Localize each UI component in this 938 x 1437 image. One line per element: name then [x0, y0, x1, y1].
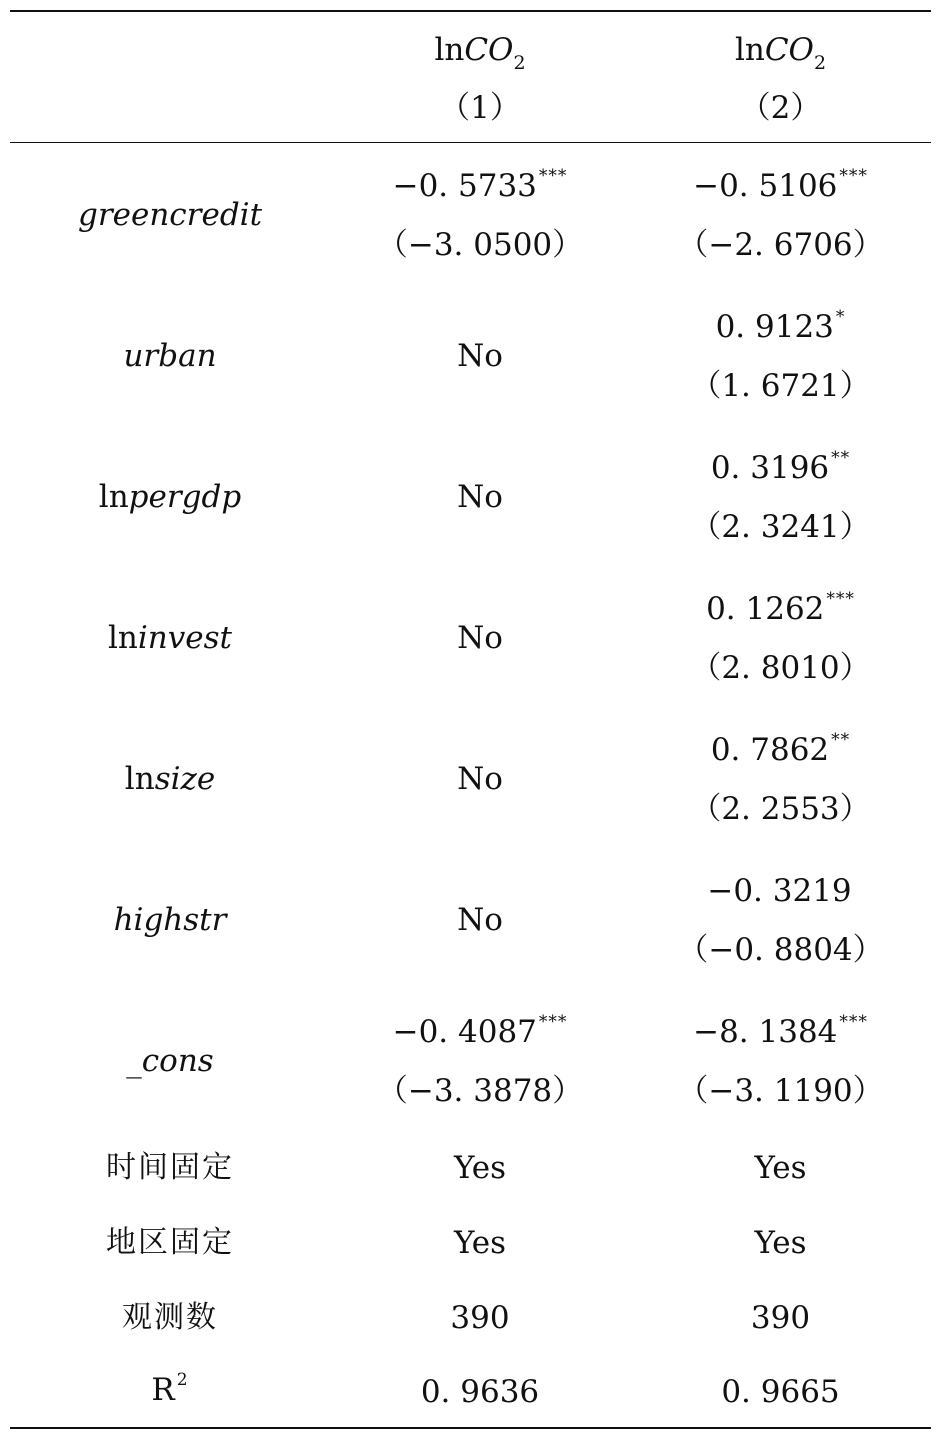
- cell-greencredit-col2: −0. 5106 *** （−2. 6706）: [677, 165, 884, 263]
- header-col1-depvar: lnCO$_2$: [434, 32, 526, 74]
- var-lnsize: lnsize: [124, 761, 216, 797]
- var-highstr: highstr: [113, 902, 227, 938]
- cell-lnsize-col2: 0. 7862 ** （2. 2553）: [690, 729, 871, 827]
- label-observations: 观测数: [122, 1300, 218, 1335]
- cell-region-fixed-col1: Yes: [453, 1225, 507, 1261]
- cell-lnsize-col1: No: [457, 761, 503, 797]
- cell-r-squared-col1: 0. 9636: [420, 1374, 540, 1410]
- cell-lnpergdp-col1: No: [457, 479, 503, 515]
- cell-cons-col1: −0. 4087 *** （−3. 3878）: [376, 1011, 584, 1109]
- header-col1-number: （1）: [439, 90, 521, 126]
- cell-r-squared-col2: 0. 9665: [721, 1374, 840, 1410]
- var-lninvest: lninvest: [108, 620, 232, 656]
- cell-lninvest-col2: 0. 1262 *** （2. 8010）: [690, 588, 871, 686]
- cell-highstr-col1: No: [457, 902, 503, 938]
- cell-highstr-col2: −0. 3219 （−0. 8804）: [677, 872, 884, 968]
- header-col2-number: （2）: [739, 90, 822, 126]
- bottom-rule: [10, 1427, 931, 1429]
- cell-urban-col1: No: [457, 338, 503, 374]
- cell-lninvest-col1: No: [457, 620, 503, 656]
- header-col2-depvar: lnCO$_2$: [734, 32, 827, 74]
- cell-cons-col2: −8. 1384 *** （−3. 1190）: [677, 1011, 884, 1109]
- cell-lnpergdp-col2: 0. 3196 ** （2. 3241）: [690, 447, 871, 545]
- top-rule: [10, 10, 931, 12]
- var-greencredit: greencredit: [77, 197, 263, 233]
- cell-urban-col2: 0. 9123 * （1. 6721）: [690, 306, 871, 404]
- var-urban: urban: [123, 338, 217, 374]
- cell-time-fixed-col1: Yes: [453, 1150, 507, 1186]
- header-col2: [630, 20, 931, 138]
- cell-time-fixed-col2: Yes: [754, 1150, 807, 1186]
- cell-greencredit-col1: −0. 5733 *** （−3. 0500）: [376, 165, 584, 263]
- label-r-squared: R $^2$: [151, 1369, 189, 1408]
- header-rule: [10, 142, 931, 143]
- label-time-fixed: 时间固定: [106, 1150, 234, 1185]
- label-region-fixed: 地区固定: [106, 1225, 234, 1260]
- var-cons: _cons: [126, 1043, 214, 1079]
- cell-region-fixed-col2: Yes: [754, 1225, 807, 1261]
- header-col1: [330, 20, 630, 138]
- cell-observations-col2: 390: [750, 1300, 811, 1336]
- var-lnpergdp: lnpergdp: [98, 479, 242, 515]
- cell-observations-col1: 390: [450, 1300, 510, 1336]
